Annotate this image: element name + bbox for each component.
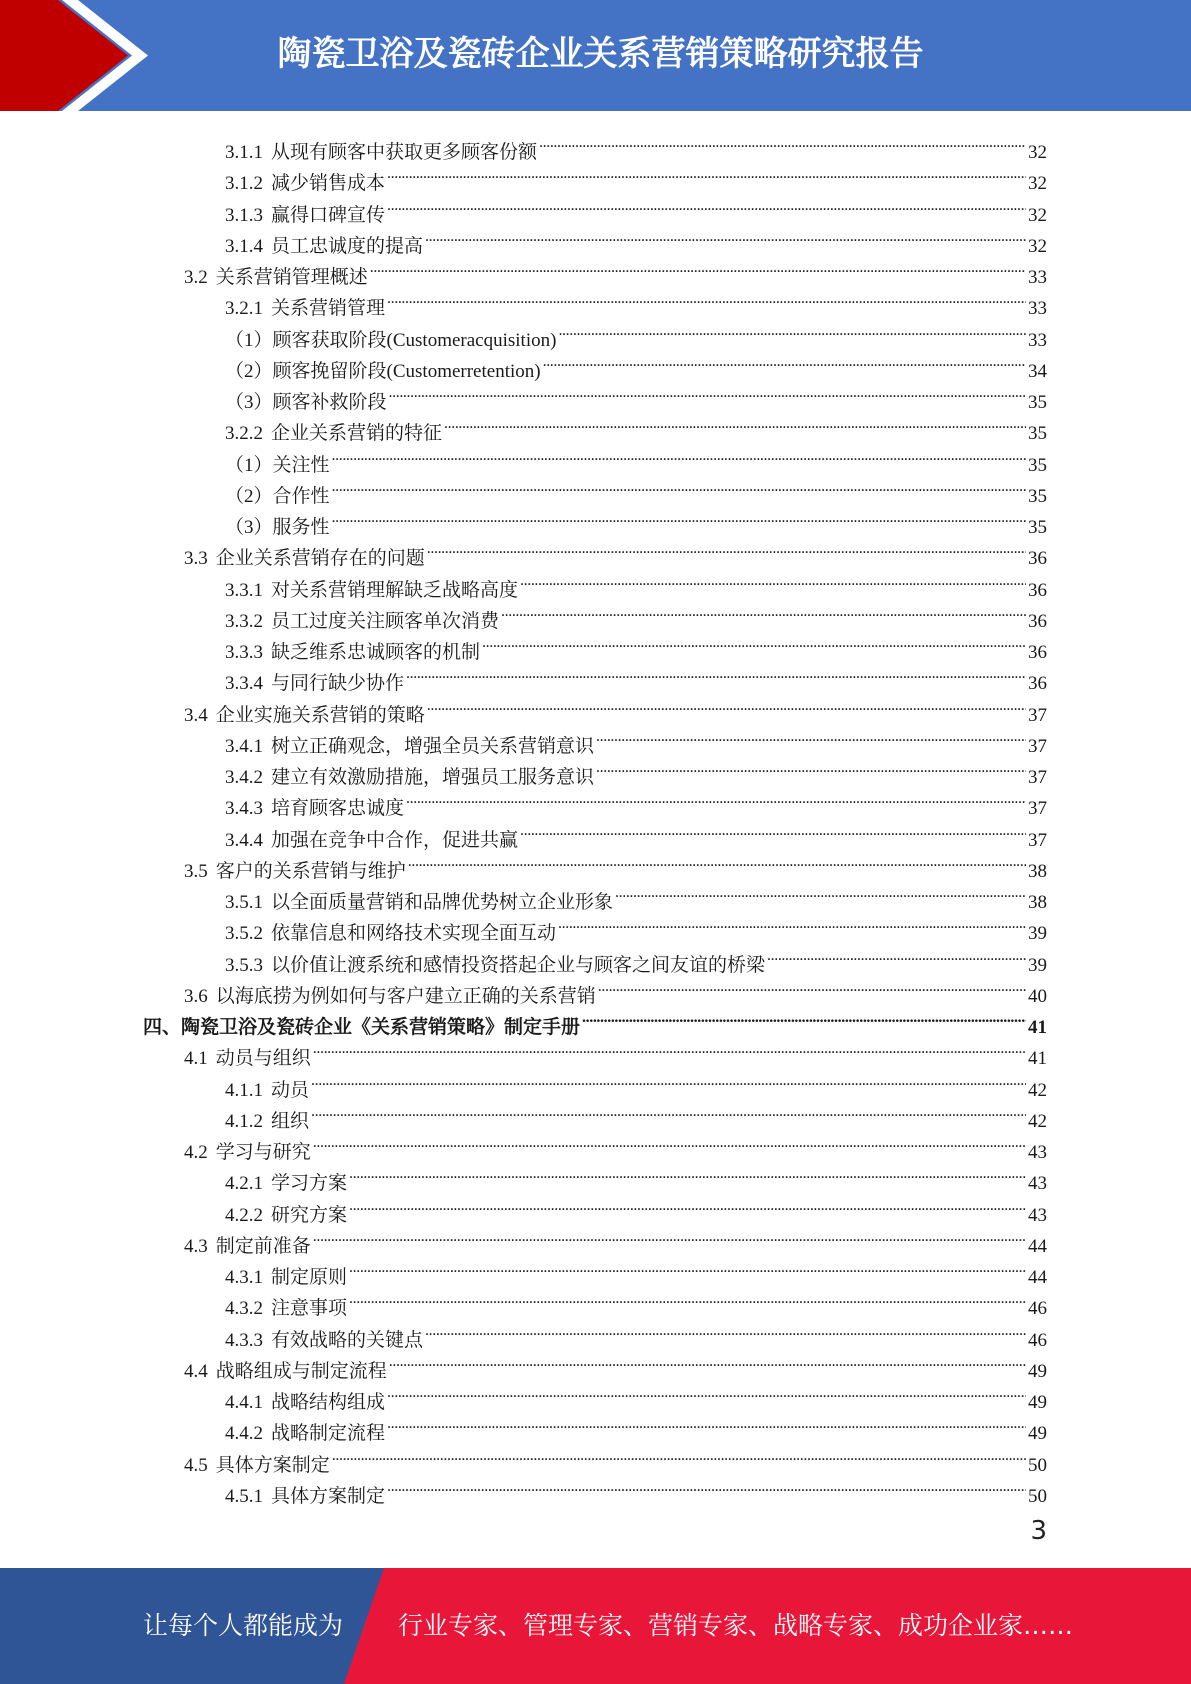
toc-entry[interactable] (225, 1408, 1047, 1445)
toc-entry-title: 赢得口碑宣传 (271, 204, 386, 226)
toc-entry-title: 服务性 (272, 517, 330, 538)
toc-dot-leader (313, 1221, 1026, 1252)
toc-entry-number: 4.5 (184, 1454, 208, 1476)
toc-dot-leader (311, 1065, 1026, 1096)
toc-entry-number: 4.3.3 (225, 1329, 263, 1351)
toc-entry-title: 具体方案制定 (215, 1454, 330, 1476)
toc-entry-page: 32 (1028, 142, 1047, 163)
toc-dot-leader (387, 158, 1026, 189)
toc-entry-page: 46 (1028, 1298, 1047, 1320)
toc-entry-number: 4.3.2 (225, 1298, 263, 1320)
toc-entry[interactable] (184, 1440, 1047, 1476)
toc-dot-leader (482, 627, 1026, 658)
toc-entry-title: 具体方案制定 (271, 1485, 386, 1507)
toc-entry-title: 加强在竞争中合作，促进共赢 (271, 829, 519, 851)
toc-entry[interactable] (225, 158, 1047, 195)
toc-entry-title: 减少销售成本 (271, 173, 386, 195)
toc-entry[interactable] (225, 565, 1047, 601)
toc-entry-title: 动员 (271, 1079, 310, 1101)
toc-entry-page: 38 (1028, 892, 1047, 913)
toc-dot-leader (598, 971, 1026, 1002)
toc-dot-leader (539, 127, 1026, 158)
toc-entry-number: 4.1 (184, 1048, 208, 1070)
toc-entry-page: 38 (1028, 860, 1047, 882)
toc-entry-number: 4.5.1 (225, 1485, 263, 1507)
toc-entry-page: 37 (1028, 798, 1047, 820)
toc-entry-number: 3.6 (184, 985, 208, 1007)
toc-dot-leader (427, 533, 1026, 564)
toc-entry[interactable] (225, 127, 1047, 163)
toc-entry-page: 33 (1028, 267, 1047, 288)
toc-entry-title: 以价值让渡系统和感情投资搭起企业与顾客之间友谊的桥梁 (271, 954, 766, 976)
toc-entry-page: 41 (1028, 1017, 1047, 1038)
toc-dot-leader (427, 690, 1026, 721)
toc-entry-title: 组织 (271, 1110, 310, 1132)
toc-dot-leader (313, 1033, 1026, 1064)
toc-entry-page: 40 (1028, 985, 1047, 1007)
toc-dot-leader (313, 1127, 1026, 1158)
toc-entry-page: 35 (1028, 423, 1047, 445)
toc-entry[interactable] (143, 1002, 1047, 1038)
toc-entry-page: 36 (1028, 642, 1047, 663)
toc-entry[interactable] (225, 1471, 1047, 1507)
toc-dot-leader (615, 877, 1026, 908)
toc-entry[interactable] (225, 1190, 1047, 1226)
toc-entry-title: 与同行缺少协作 (271, 673, 405, 695)
toc-dot-leader (558, 908, 1026, 939)
toc-entry-number: 3.4.4 (225, 829, 263, 851)
toc-entry[interactable] (225, 877, 1047, 913)
toc-entry[interactable] (225, 1158, 1047, 1195)
toc-entry-number: 4.2.1 (225, 1173, 263, 1195)
toc-dot-leader (767, 940, 1026, 971)
toc-dot-leader (558, 315, 1026, 346)
toc-entry-number: 4.2.2 (225, 1204, 263, 1226)
toc-entry-number: 3.3.3 (225, 642, 263, 663)
toc-entry[interactable] (225, 502, 1047, 538)
toc-entry-page: 39 (1028, 954, 1047, 976)
toc-entry-title: 依靠信息和网络技术实现全面互动 (271, 923, 557, 945)
toc-entry[interactable] (225, 627, 1047, 663)
toc-entry-page: 49 (1028, 1423, 1047, 1445)
toc-entry[interactable] (225, 221, 1047, 257)
toc-dot-leader (596, 721, 1026, 752)
toc-entry-number: 3.1.1 (225, 142, 263, 163)
toc-entry[interactable] (225, 1096, 1047, 1132)
toc-entry[interactable] (225, 596, 1047, 632)
toc-entry-number: 3.4.1 (225, 735, 263, 757)
toc-entry-title: 企业实施关系营销的策略 (215, 704, 425, 726)
toc-entry-title: 缺乏维系忠诚顾客的机制 (271, 642, 481, 663)
toc-dot-leader (520, 815, 1026, 846)
toc-entry-number: 3.4 (184, 704, 208, 726)
toc-entry-title: 企业关系营销存在的问题 (215, 548, 425, 570)
toc-entry-page: 44 (1028, 1267, 1047, 1288)
toc-entry[interactable] (225, 377, 1047, 413)
toc-entry-number: 3.2 (184, 267, 208, 288)
toc-entry-title: 从现有顾客中获取更多顾客份额 (271, 142, 538, 163)
toc-dot-leader (596, 752, 1026, 783)
toc-dot-leader (311, 1096, 1026, 1127)
toc-dot-leader (349, 1283, 1026, 1314)
toc-entry[interactable] (184, 1033, 1047, 1070)
toc-entry-page: 44 (1028, 1235, 1047, 1257)
toc-entry-page: 49 (1028, 1360, 1047, 1382)
toc-entry-number: 4.1.2 (225, 1110, 263, 1132)
toc-entry-number: 3.3.1 (225, 579, 263, 601)
toc-entry-number: （2） (225, 360, 273, 382)
toc-dot-leader (332, 471, 1026, 502)
toc-entry-number: 4.3.1 (225, 1267, 263, 1288)
toc-dot-leader (387, 1408, 1026, 1439)
toc-entry[interactable] (225, 1252, 1047, 1288)
toc-entry[interactable] (225, 346, 1047, 382)
toc-entry-title: 学习方案 (271, 1173, 348, 1195)
toc-entry-page: 50 (1028, 1485, 1047, 1507)
toc-entry-number: 4.4 (184, 1360, 208, 1382)
toc-entry-title: 建立有效激励措施，增强员工服务意识 (271, 767, 595, 788)
toc-entry-page: 42 (1028, 1110, 1047, 1132)
toc-entry-title: 有效战略的关键点 (271, 1329, 424, 1351)
toc-dot-leader (349, 1158, 1026, 1189)
toc-dot-leader (389, 1346, 1026, 1377)
toc-entry-number: 3.5.1 (225, 892, 263, 913)
toc-entry-number: 3.3.2 (225, 610, 263, 632)
toc-entry-number: 4.3 (184, 1235, 208, 1257)
toc-entry-page: 33 (1028, 298, 1047, 320)
toc-entry-number: （1） (225, 454, 273, 476)
toc-entry-title: 制定前准备 (215, 1235, 311, 1257)
toc-entry-page: 32 (1028, 173, 1047, 195)
toc-entry-number: （1） (225, 329, 273, 351)
toc-dot-leader (406, 783, 1026, 814)
toc-entry-number: 3.3 (184, 548, 208, 570)
toc-dot-leader (332, 1440, 1026, 1471)
toc-entry-number: （2） (225, 485, 273, 507)
page-footer (0, 1568, 1191, 1684)
toc-entry-page: 36 (1028, 673, 1047, 695)
toc-dot-leader (387, 283, 1026, 314)
footer-slogan-left: 让每个人都能成为 (143, 1611, 344, 1640)
toc-entry[interactable] (225, 815, 1047, 851)
toc-entry[interactable] (184, 533, 1047, 570)
toc-entry-number: 3.1.2 (225, 173, 263, 195)
toc-entry-number: 3.2.2 (225, 423, 263, 445)
toc-entry-title: 顾客挽留阶段(Customerretention) (272, 360, 541, 382)
toc-entry-title: 客户的关系营销与维护 (215, 860, 406, 882)
toc-entry-page: 37 (1028, 829, 1047, 851)
toc-entry[interactable] (184, 1127, 1047, 1163)
toc-entry-page: 37 (1028, 704, 1047, 726)
toc-entry-page: 43 (1028, 1204, 1047, 1226)
toc-entry-page: 32 (1028, 204, 1047, 226)
toc-entry-title: 合作性 (272, 485, 330, 507)
toc-entry[interactable] (225, 908, 1047, 945)
toc-dot-leader (387, 1377, 1026, 1408)
toc-entry[interactable] (225, 283, 1047, 320)
toc-dot-leader (408, 846, 1026, 877)
toc-dot-leader (370, 252, 1026, 283)
toc-dot-leader (349, 1252, 1026, 1283)
toc-entry-title: 战略组成与制定流程 (215, 1360, 387, 1382)
toc-entry-title: 动员与组织 (215, 1048, 311, 1070)
toc-entry[interactable] (225, 190, 1047, 226)
toc-entry[interactable] (225, 752, 1047, 788)
toc-entry-title: 培育顾客忠诚度 (271, 798, 405, 820)
toc-entry-title: 注意事项 (271, 1298, 348, 1320)
toc-entry[interactable] (184, 1221, 1047, 1257)
toc-entry-number: 4.4.1 (225, 1392, 263, 1413)
toc-entry-title: 顾客补救阶段 (272, 392, 387, 413)
toc-entry[interactable] (184, 846, 1047, 882)
toc-entry[interactable] (225, 1377, 1047, 1413)
toc-entry-page: 35 (1028, 517, 1047, 538)
toc-entry-page: 43 (1028, 1173, 1047, 1195)
toc-entry-title: 战略结构组成 (271, 1392, 386, 1413)
toc-entry-title: 树立正确观念，增强全员关系营销意识 (271, 735, 595, 757)
toc-entry-title: 以海底捞为例如何与客户建立正确的关系营销 (215, 985, 596, 1007)
toc-entry-page: 37 (1028, 735, 1047, 757)
toc-entry-number: （3） (225, 392, 273, 413)
toc-dot-leader (332, 502, 1026, 533)
toc-entry-page: 46 (1028, 1329, 1047, 1351)
toc-entry-title: 关注性 (272, 454, 330, 476)
toc-entry-title: 以全面质量营销和品牌优势树立企业形象 (271, 892, 614, 913)
toc-dot-leader (582, 1002, 1026, 1033)
toc-entry-title: 研究方案 (271, 1204, 348, 1226)
toc-entry-page: 36 (1028, 579, 1047, 601)
toc-entry-title: 四、陶瓷卫浴及瓷砖企业《关系营销策略》制定手册 (143, 1017, 581, 1038)
toc-entry[interactable] (184, 252, 1047, 288)
toc-entry-page: 42 (1028, 1079, 1047, 1101)
toc-entry-page: 34 (1028, 360, 1047, 382)
toc-entry-number: 3.4.2 (225, 767, 263, 788)
toc-entry[interactable] (225, 471, 1047, 507)
toc-entry-page: 37 (1028, 767, 1047, 788)
toc-entry-title: 战略制定流程 (271, 1423, 386, 1445)
toc-entry-number: （3） (225, 517, 273, 538)
toc-entry-page: 39 (1028, 923, 1047, 945)
toc-dot-leader (406, 658, 1026, 689)
toc-entry-page: 36 (1028, 610, 1047, 632)
toc-entry-number: 3.4.3 (225, 798, 263, 820)
toc-entry[interactable] (184, 690, 1047, 726)
toc-entry-page: 32 (1028, 235, 1047, 257)
toc-entry-number: 4.1.1 (225, 1079, 263, 1101)
footer-slogan-right: 行业专家、管理专家、营销专家、战略专家、成功企业家…… (398, 1611, 1074, 1640)
page-number: 3 (1030, 1516, 1047, 1546)
toc-entry-number: 3.5.2 (225, 923, 263, 945)
toc-dot-leader (389, 377, 1026, 408)
toc-dot-leader (501, 596, 1026, 627)
toc-entry-title: 员工过度关注顾客单次消费 (271, 610, 500, 632)
toc-entry-number: 4.2 (184, 1142, 208, 1163)
toc-entry[interactable] (225, 940, 1047, 976)
toc-entry-page: 35 (1028, 454, 1047, 476)
toc-entry-number: 3.3.4 (225, 673, 263, 695)
toc-entry-page: 41 (1028, 1048, 1047, 1070)
toc-entry-title: 关系营销管理概述 (215, 267, 368, 288)
toc-entry-number: 3.5.3 (225, 954, 263, 976)
toc-entry[interactable] (225, 1065, 1047, 1101)
toc-entry-page: 43 (1028, 1142, 1047, 1163)
toc-entry[interactable] (225, 783, 1047, 820)
toc-entry-number: 3.5 (184, 860, 208, 882)
document-title: 陶瓷卫浴及瓷砖企业关系营销策略研究报告 (277, 34, 924, 74)
toc-entry-number: 3.2.1 (225, 298, 263, 320)
toc-dot-leader (332, 440, 1026, 471)
toc-dot-leader (425, 1315, 1026, 1346)
toc-entry[interactable] (225, 440, 1047, 476)
toc-entry[interactable] (225, 408, 1047, 445)
toc-entry[interactable] (225, 1315, 1047, 1351)
toc-entry[interactable] (225, 721, 1047, 757)
toc-entry[interactable] (225, 315, 1047, 351)
toc-dot-leader (520, 565, 1026, 596)
toc-dot-leader (425, 221, 1026, 252)
toc-entry-title: 对关系营销理解缺乏战略高度 (271, 579, 519, 601)
page-header (0, 0, 1191, 111)
toc-entry[interactable] (184, 971, 1047, 1007)
toc-dot-leader (543, 346, 1026, 377)
toc-entry-title: 企业关系营销的特征 (271, 423, 443, 445)
toc-entry-number: 3.1.3 (225, 204, 263, 226)
toc-entry[interactable] (184, 1346, 1047, 1382)
toc-entry-page: 33 (1028, 329, 1047, 351)
toc-entry-page: 35 (1028, 392, 1047, 413)
toc-dot-leader (387, 190, 1026, 221)
toc-dot-leader (444, 408, 1026, 439)
toc-dot-leader (349, 1190, 1026, 1221)
toc-entry[interactable] (225, 1283, 1047, 1320)
toc-entry-title: 制定原则 (271, 1267, 348, 1288)
toc-entry-title: 学习与研究 (215, 1142, 311, 1163)
toc-entry-title: 关系营销管理 (271, 298, 386, 320)
toc-entry-title: 顾客获取阶段(Customeracquisition) (272, 329, 557, 351)
toc-entry-number: 4.4.2 (225, 1423, 263, 1445)
toc-entry-page: 36 (1028, 548, 1047, 570)
toc-entry-title: 员工忠诚度的提高 (271, 235, 424, 257)
toc-entry[interactable] (225, 658, 1047, 695)
toc-entry-number: 3.1.4 (225, 235, 263, 257)
toc-entry-page: 35 (1028, 485, 1047, 507)
toc-dot-leader (387, 1471, 1026, 1502)
toc-entry-page: 49 (1028, 1392, 1047, 1413)
toc-entry-page: 50 (1028, 1454, 1047, 1476)
